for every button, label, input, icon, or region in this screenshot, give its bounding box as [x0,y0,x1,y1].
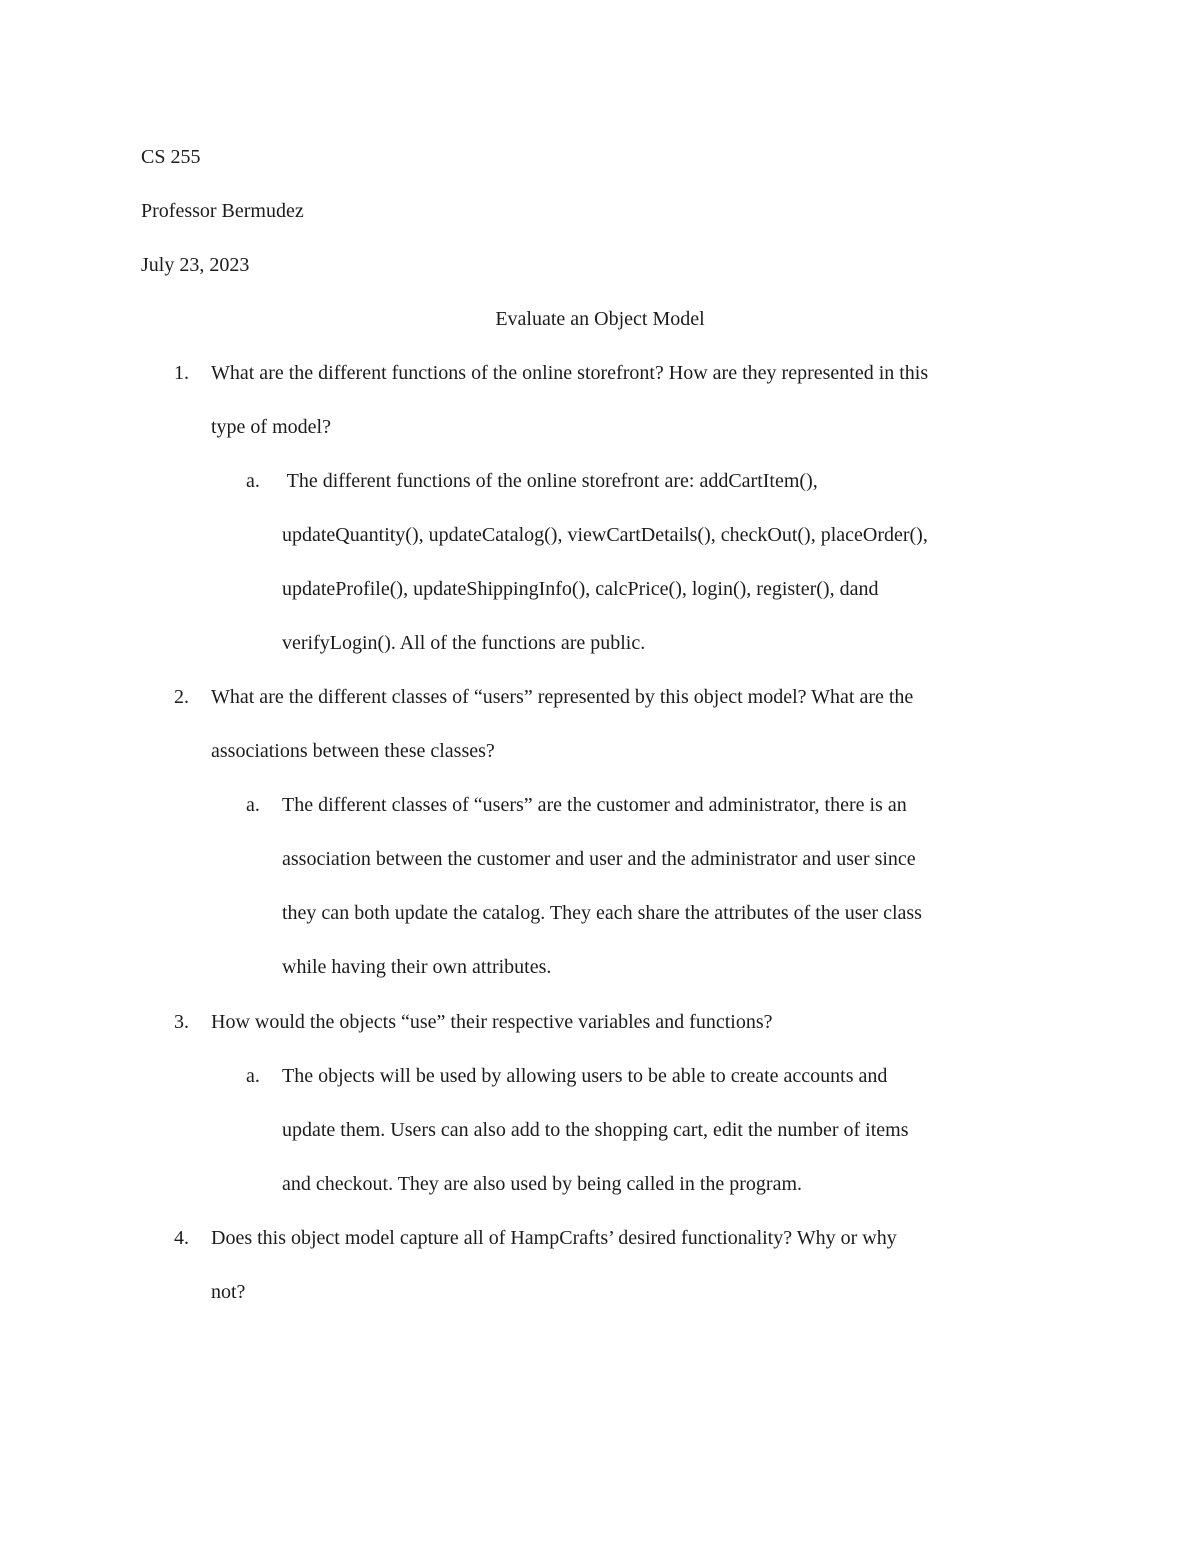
question-text-line: What are the different classes of “users” represented by this object model? What are the [211,686,914,708]
document-title: Evaluate an Object Model [495,308,705,330]
course-line: CS 255 [141,146,201,168]
answer-text-line: verifyLogin(). All of the functions are public. [282,632,646,654]
question-text-line: type of model? [211,416,331,438]
answer-marker: a. [246,1065,260,1087]
question-number: 3. [174,1011,189,1033]
date-line: July 23, 2023 [141,254,250,276]
question-text-line: Does this object model capture all of HampCrafts’ desired functionality? Why or why [211,1227,897,1249]
answer-text-line: and checkout. They are also used by being called in the program. [282,1173,803,1195]
professor-line: Professor Bermudez [141,200,304,222]
question-text-line: associations between these classes? [211,740,495,762]
question-text-line: What are the different functions of the online storefront? How are they represented in this [211,362,929,384]
question-text-line: How would the objects “use” their respective variables and functions? [211,1011,773,1033]
answer-text-line: The objects will be used by allowing users to be able to create accounts and [282,1065,888,1087]
answer-text-line: association between the customer and user and the administrator and user since [282,848,916,870]
answer-text-line: update them. Users can also add to the shopping cart, edit the number of items [282,1119,909,1141]
answer-marker: a. [246,470,260,492]
answer-text-line: The different classes of “users” are the customer and administrator, there is an [282,794,907,816]
answer-text-line: The different functions of the online storefront are: addCartItem(), [282,470,818,492]
question-number: 4. [174,1227,189,1249]
answer-text-line: while having their own attributes. [282,956,552,978]
answer-text-line: updateProfile(), updateShippingInfo(), calcPrice(), login(), register(), dand [282,578,879,600]
question-text-line: not? [211,1281,246,1303]
answer-text-line: they can both update the catalog. They each share the attributes of the user class [282,902,922,924]
answer-text-line: updateQuantity(), updateCatalog(), viewCartDetails(), checkOut(), placeOrder(), [282,524,928,546]
question-number: 1. [174,362,189,384]
answer-marker: a. [246,794,260,816]
question-number: 2. [174,686,189,708]
